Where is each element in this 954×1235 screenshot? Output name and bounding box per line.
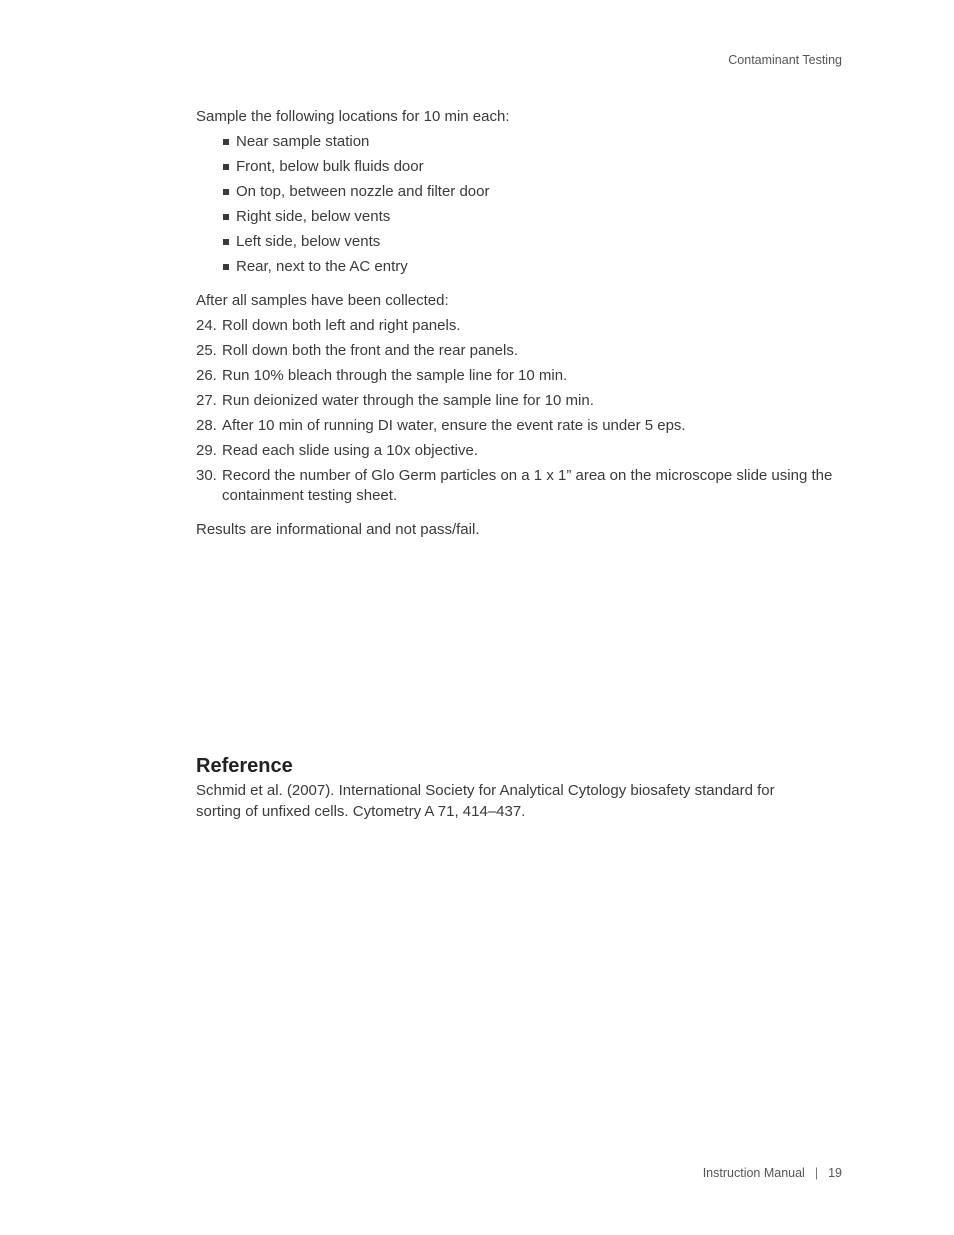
step-text: Run 10% bleach through the sample line for 10 min. bbox=[222, 367, 568, 384]
list-item bbox=[196, 316, 836, 336]
list-item bbox=[196, 441, 836, 461]
step-number: 28. bbox=[196, 417, 217, 434]
list-item bbox=[196, 232, 836, 252]
reference-heading: Reference bbox=[196, 755, 293, 777]
list-item bbox=[196, 466, 836, 506]
step-text: Record the number of Glo Germ particles on a 1 x 1” area on the microscope slide using the containment testing sheet. bbox=[222, 467, 833, 504]
location-text: Left side, below vents bbox=[236, 233, 381, 250]
step-text: After 10 min of running DI water, ensure the event rate is under 5 eps. bbox=[222, 417, 686, 434]
footer-doc-name: Instruction Manual bbox=[702, 1166, 805, 1180]
step-number: 24. bbox=[196, 317, 217, 334]
results-note: Results are informational and not pass/fail. bbox=[196, 521, 480, 538]
step-number: 26. bbox=[196, 367, 217, 384]
square-bullet-icon bbox=[223, 139, 229, 145]
locations-list bbox=[196, 132, 836, 277]
location-text: On top, between nozzle and filter door bbox=[236, 183, 490, 200]
square-bullet-icon bbox=[223, 189, 229, 195]
location-text: Near sample station bbox=[236, 133, 370, 150]
running-header: Contaminant Testing bbox=[728, 53, 842, 67]
location-text: Right side, below vents bbox=[236, 208, 391, 225]
list-item bbox=[196, 366, 836, 386]
square-bullet-icon bbox=[223, 264, 229, 270]
step-text: Roll down both the front and the rear panels. bbox=[222, 342, 519, 359]
square-bullet-icon bbox=[223, 239, 229, 245]
page-footer bbox=[703, 1166, 842, 1180]
step-text: Run deionized water through the sample line for 10 min. bbox=[222, 392, 594, 409]
step-number: 25. bbox=[196, 342, 217, 359]
reference-section bbox=[196, 754, 836, 822]
list-item bbox=[196, 391, 836, 411]
step-text: Roll down both left and right panels. bbox=[222, 317, 461, 334]
reference-citation: Schmid et al. (2007). International Society for Analytical Cytology biosafety standard for sorting of unfixed cells. Cytometry A 71, 414–437. bbox=[196, 782, 775, 820]
locations-intro: Sample the following locations for 10 min each: bbox=[196, 108, 510, 125]
location-text: Rear, next to the AC entry bbox=[236, 258, 408, 275]
list-item bbox=[196, 207, 836, 227]
list-item bbox=[196, 416, 836, 436]
location-text: Front, below bulk fluids door bbox=[236, 158, 424, 175]
steps-intro: After all samples have been collected: bbox=[196, 292, 449, 309]
main-content bbox=[196, 107, 836, 540]
list-item bbox=[196, 157, 836, 177]
step-text: Read each slide using a 10x objective. bbox=[222, 442, 478, 459]
list-item bbox=[196, 132, 836, 152]
square-bullet-icon bbox=[223, 164, 229, 170]
step-number: 30. bbox=[196, 467, 217, 484]
step-number: 29. bbox=[196, 442, 217, 459]
list-item bbox=[196, 341, 836, 361]
step-number: 27. bbox=[196, 392, 217, 409]
list-item bbox=[196, 182, 836, 202]
square-bullet-icon bbox=[223, 214, 229, 220]
footer-separator: | bbox=[814, 1166, 819, 1180]
page-number: 19 bbox=[828, 1166, 842, 1180]
list-item bbox=[196, 257, 836, 277]
steps-list bbox=[196, 316, 836, 506]
